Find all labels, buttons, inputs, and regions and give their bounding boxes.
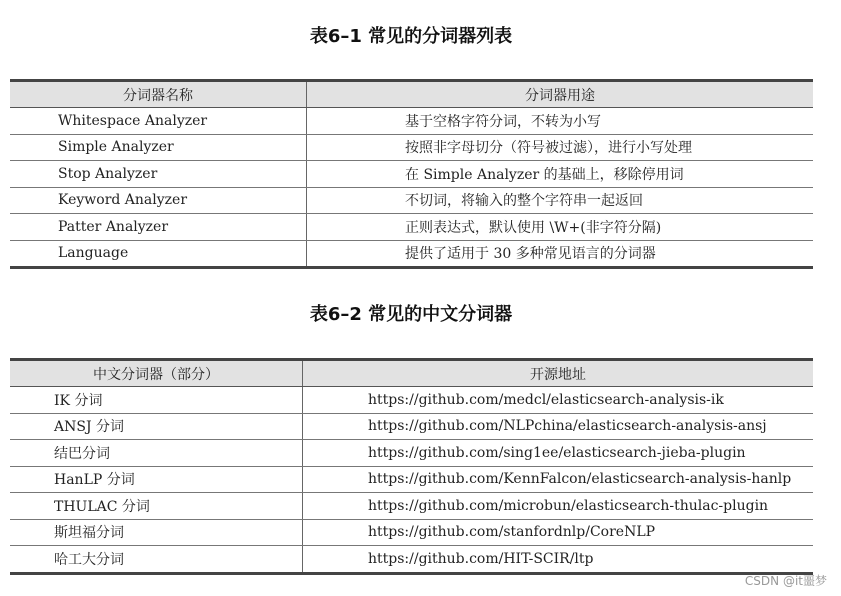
table-row xyxy=(10,493,813,520)
table-row xyxy=(10,546,813,574)
table-row xyxy=(10,108,813,135)
table-row xyxy=(10,413,813,440)
name-cell: ANSJ 分词 xyxy=(10,413,303,440)
name-cell: THULAC 分词 xyxy=(10,493,303,520)
table-row xyxy=(10,161,813,188)
value-cell: https://github.com/sing1ee/elasticsearch-jieba-plugin xyxy=(303,440,814,467)
name-cell: Keyword Analyzer xyxy=(10,187,307,214)
value-cell: 正则表达式，默认使用 \W+(非字符分隔) xyxy=(307,214,814,241)
table1-title: 表6–1 常见的分词器列表 xyxy=(309,26,513,47)
value-cell: https://github.com/medcl/elasticsearch-analysis-ik xyxy=(303,387,814,414)
name-cell: HanLP 分词 xyxy=(10,466,303,493)
name-cell: Whitespace Analyzer xyxy=(10,108,307,135)
table-row xyxy=(10,387,813,414)
name-cell: IK 分词 xyxy=(10,387,303,414)
column-header: 分词器名称 xyxy=(10,81,307,108)
value-cell: https://github.com/HIT-SCIR/ltp xyxy=(368,550,594,567)
name-cell: Stop Analyzer xyxy=(10,161,307,188)
table-row xyxy=(10,466,813,493)
table-row xyxy=(10,214,813,241)
table-row xyxy=(10,440,813,467)
column-header: 中文分词器（部分） xyxy=(10,360,303,387)
value-cell: 提供了适用于 30 多种常见语言的分词器 xyxy=(405,246,656,263)
name-cell: Language xyxy=(10,240,307,268)
value-cell: 在 Simple Analyzer 的基础上，移除停用词 xyxy=(307,161,814,188)
table2-title: 表6–2 常见的中文分词器 xyxy=(309,304,513,325)
name-cell: 哈工大分词 xyxy=(10,546,303,574)
value-cell: 基于空格字符分词，不转为小写 xyxy=(307,108,814,135)
chinese-analyzer-table xyxy=(10,358,813,575)
value-cell: https://github.com/microbun/elasticsearch-thulac-plugin xyxy=(303,493,814,520)
analyzer-table xyxy=(10,79,813,269)
value-cell: https://github.com/KennFalcon/elasticsearch-analysis-hanlp xyxy=(303,466,814,493)
name-cell: 结巴分词 xyxy=(10,440,303,467)
value-cell: https://github.com/stanfordnlp/CoreNLP xyxy=(303,519,814,546)
name-cell: Patter Analyzer xyxy=(10,214,307,241)
table-row xyxy=(10,519,813,546)
value-cell: 按照非字母切分（符号被过滤），进行小写处理 xyxy=(307,134,814,161)
table-row xyxy=(10,187,813,214)
value-cell: 不切词，将输入的整个字符串一起返回 xyxy=(307,187,814,214)
column-header: 分词器用途 xyxy=(307,81,814,108)
name-cell: Simple Analyzer xyxy=(10,134,307,161)
table-row xyxy=(10,134,813,161)
watermark: CSDN @it噩梦 xyxy=(744,574,827,588)
table-row xyxy=(10,240,813,268)
value-cell: https://github.com/NLPchina/elasticsearch-analysis-ansj xyxy=(303,413,814,440)
name-cell: 斯坦福分词 xyxy=(10,519,303,546)
column-header: 开源地址 xyxy=(303,360,814,387)
